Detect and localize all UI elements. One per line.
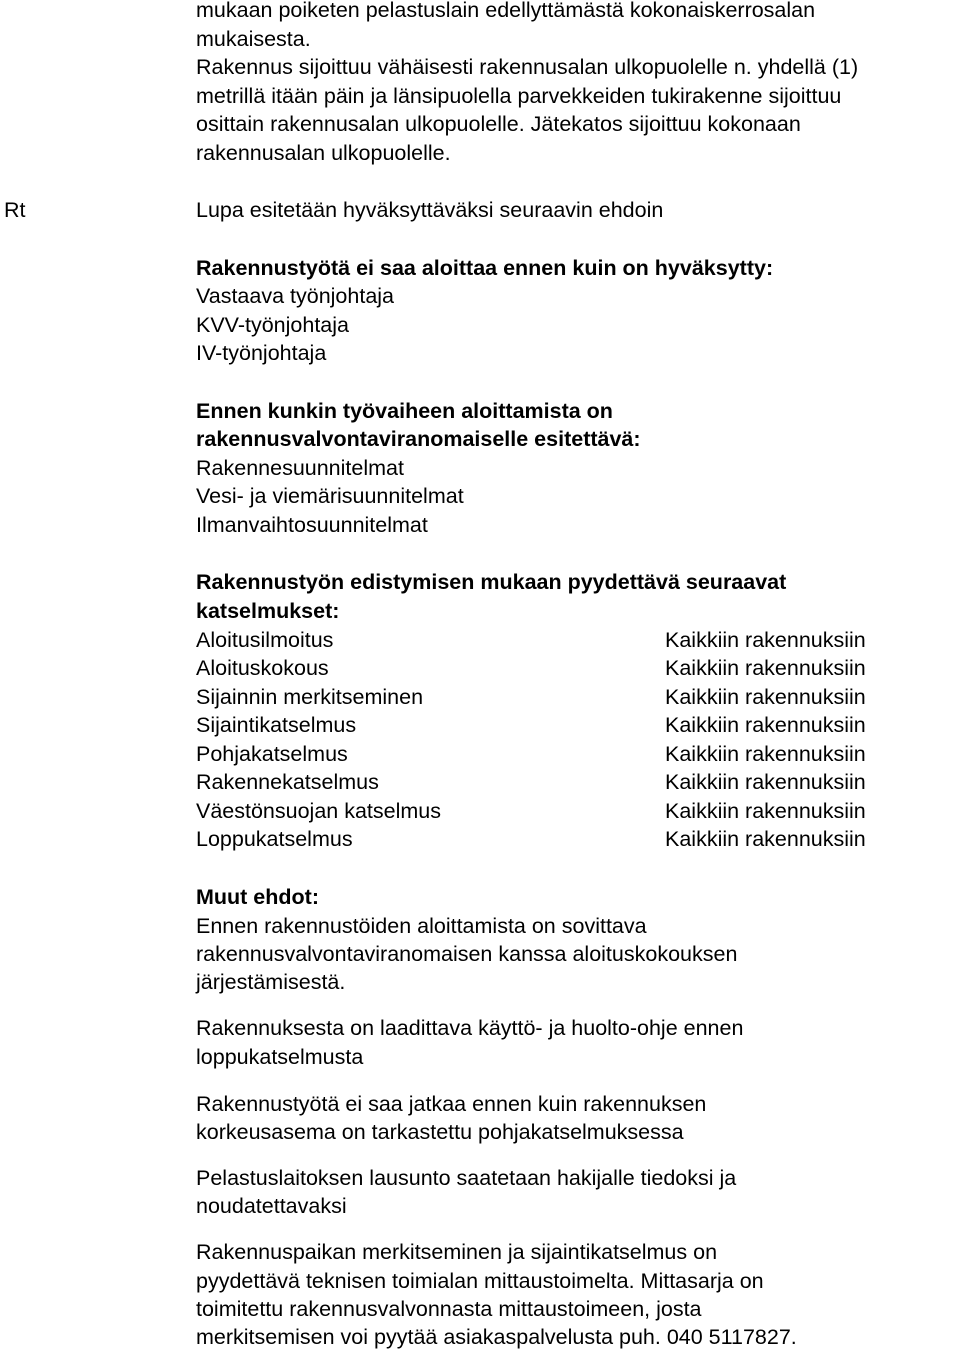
intro-line: mukaan poiketen pelastuslain edellyttämästä kokonaiskerrosalan — [196, 0, 816, 22]
inspection-scope: Kaikkiin rakennuksiin — [665, 827, 866, 851]
inspections-heading: Rakennustyön edistymisen mukaan pyydettävä seuraavat — [196, 570, 787, 594]
inspection-name: Aloituskokous — [196, 656, 329, 680]
plans-heading: Ennen kunkin työvaiheen aloittamista on — [196, 399, 613, 423]
other-conditions-heading: Muut ehdot: — [196, 885, 319, 909]
condition-line: Ennen rakennustöiden aloittamista on sovittava — [196, 914, 647, 938]
condition-line: Rakennustyötä ei saa jatkaa ennen kuin rakennuksen — [196, 1092, 707, 1116]
intro-line: osittain rakennusalan ulkopuolelle. Jätekatos sijoittuu kokonaan — [196, 112, 801, 136]
inspection-name: Loppukatselmus — [196, 827, 353, 851]
plans-heading: rakennusvalvontaviranomaiselle esitettävä: — [196, 427, 641, 451]
intro-line: Rakennus sijoittuu vähäisesti rakennusalan ulkopuolelle n. yhdellä (1) — [196, 55, 859, 79]
condition-line: rakennusvalvontaviranomaisen kanssa aloituskokouksen — [196, 942, 738, 966]
condition-line: Rakennuspaikan merkitseminen ja sijaintikatselmus on — [196, 1240, 718, 1264]
inspection-scope: Kaikkiin rakennuksiin — [665, 799, 866, 823]
decision-statement: Lupa esitetään hyväksyttäväksi seuraavin ehdoin — [196, 198, 664, 222]
approval-item: KVV-työnjohtaja — [196, 313, 349, 337]
plan-item: Ilmanvaihtosuunnitelmat — [196, 513, 428, 537]
inspection-scope: Kaikkiin rakennuksiin — [665, 685, 866, 709]
condition-line: järjestämisestä. — [196, 970, 346, 994]
intro-line: mukaisesta. — [196, 27, 311, 51]
condition-line: noudatettavaksi — [196, 1194, 347, 1218]
intro-line: metrillä itään päin ja länsipuolella parvekkeiden tukirakenne sijoittuu — [196, 84, 842, 108]
plan-item: Vesi- ja viemärisuunnitelmat — [196, 484, 464, 508]
inspection-scope: Kaikkiin rakennuksiin — [665, 770, 866, 794]
section-label-rt: Rt — [4, 198, 26, 222]
intro-line: rakennusalan ulkopuolelle. — [196, 141, 451, 165]
condition-line: pyydettävä teknisen toimialan mittaustoimelta. Mittasarja on — [196, 1269, 764, 1293]
condition-line: Pelastuslaitoksen lausunto saatetaan hakijalle tiedoksi ja — [196, 1166, 737, 1190]
approval-heading: Rakennustyötä ei saa aloittaa ennen kuin on hyväksytty: — [196, 256, 774, 280]
inspections-heading: katselmukset: — [196, 599, 340, 623]
approval-item: Vastaava työnjohtaja — [196, 284, 395, 308]
condition-line: merkitsemisen voi pyytää asiakaspalvelusta puh. 040 5117827. — [196, 1325, 797, 1349]
condition-line: toimitettu rakennusvalvonnasta mittaustoimeen, josta — [196, 1297, 702, 1321]
condition-line: Rakennuksesta on laadittava käyttö- ja huolto-ohje ennen — [196, 1016, 744, 1040]
approval-item: IV-työnjohtaja — [196, 341, 327, 365]
inspection-scope: Kaikkiin rakennuksiin — [665, 628, 866, 652]
inspection-name: Väestönsuojan katselmus — [196, 799, 442, 823]
inspection-name: Sijaintikatselmus — [196, 713, 357, 737]
condition-line: loppukatselmusta — [196, 1045, 364, 1069]
inspection-name: Pohjakatselmus — [196, 742, 348, 766]
inspection-scope: Kaikkiin rakennuksiin — [665, 742, 866, 766]
inspection-scope: Kaikkiin rakennuksiin — [665, 713, 866, 737]
inspection-name: Aloitusilmoitus — [196, 628, 334, 652]
inspection-scope: Kaikkiin rakennuksiin — [665, 656, 866, 680]
plan-item: Rakennesuunnitelmat — [196, 456, 404, 480]
inspection-name: Rakennekatselmus — [196, 770, 379, 794]
inspection-name: Sijainnin merkitseminen — [196, 685, 424, 709]
condition-line: korkeusasema on tarkastettu pohjakatselmuksessa — [196, 1120, 684, 1144]
